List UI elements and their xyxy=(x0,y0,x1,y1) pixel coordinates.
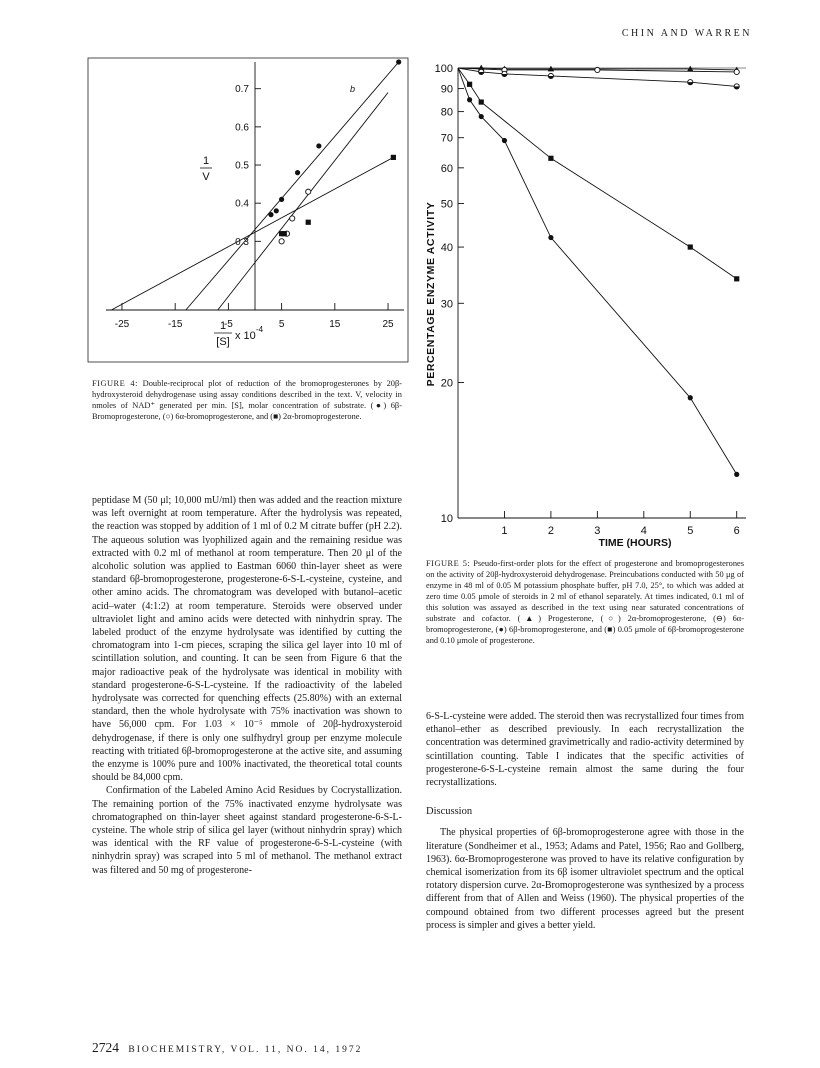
figure-4-series-line xyxy=(111,157,393,310)
figure-4-y-tick-label: 0.5 xyxy=(235,160,249,172)
figure-5-point-filled-square xyxy=(479,99,484,104)
section-heading-discussion: Discussion xyxy=(426,806,473,818)
journal-citation: BIOCHEMISTRY, VOL. 11, NO. 14, 1972 xyxy=(128,1045,363,1055)
figure-5-y-tick-label: 50 xyxy=(440,198,453,211)
figure-5-point-half-circle xyxy=(502,71,507,76)
figure-5-y-tick-label: 70 xyxy=(440,132,453,145)
figure-5-x-tick-label: 2 xyxy=(547,525,554,537)
figure-4-y-tick-label: 0.6 xyxy=(235,122,249,134)
figure-4-point-filled-circle xyxy=(316,143,321,148)
figure-5-point-open-circle xyxy=(595,67,600,72)
figure-5-x-tick-label: 6 xyxy=(733,525,740,537)
figure-4-x-tick-label: 15 xyxy=(329,319,341,330)
figure-5-xlabel: TIME (HOURS) xyxy=(598,537,672,549)
figure-4-xlabel-scale: x 10 xyxy=(235,330,256,342)
figure-5-point-filled-circle xyxy=(688,395,693,400)
figure-5-y-tick-label: 20 xyxy=(440,377,453,390)
figure-5-x-tick-label: 3 xyxy=(594,525,601,537)
figure-5-series-line xyxy=(458,68,737,279)
figure-5-y-tick-label: 10 xyxy=(440,513,453,525)
right-column-text xyxy=(426,710,744,932)
figure-4-line-label: b xyxy=(350,84,356,94)
figure-4-x-tick-label: -15 xyxy=(167,319,183,330)
figure-4-xlabel-numerator: 1 xyxy=(219,320,227,332)
figure-4-caption xyxy=(92,378,402,422)
figure-4-caption-text: Double-reciprocal plot of reduction of the bromoprogesterones by 20β-hydroxysteroid dehydrogenase using assay conditions described in the text. V, velocity in nmoles of NAD⁺ generated per min. [S], molar concentration of substrate. (●) 6β-Bromoprogesterone, (○) 6α-bromoprogesterone, and (■) 2α-bromoprogesterone. xyxy=(92,379,403,421)
figure-4-caption-label: FIGURE 4: xyxy=(92,379,138,388)
figure-5-x-tick-label: 5 xyxy=(687,525,694,537)
figure-5-y-tick-label: 80 xyxy=(440,106,453,119)
figure-4-ylabel-numerator: 1 xyxy=(202,155,210,167)
figure-4-chart xyxy=(86,52,416,372)
figure-4-frame xyxy=(88,58,408,362)
figure-5-point-half-circle xyxy=(548,73,553,78)
figure-4-y-tick-label: 0.3 xyxy=(235,236,249,248)
figure-5-point-filled-square xyxy=(548,156,553,161)
figure-4-x-tick-label: 25 xyxy=(382,319,394,330)
paragraph-discussion: The physical properties of 6β-bromoprogesterone agree with those in the literature (Sondheimer et al., 1953; Adams and Patel, 1956; Rao and Gollberg, 1963). 6α-Bromoprogesterone was proved to have its relative configuration by chemical isomerization from its 6β isomer ultraviolet spectrum and the optical rotatory dispersion curve. 2α-Bromoprogesterone was synthesized by a process different from that of Allen and Weiss (1960). The physical properties of the compound obtained from two different processes agreed but the present process is simpler and gives a better yield. xyxy=(426,827,744,931)
figure-4-point-filled-square xyxy=(306,220,311,225)
figure-4-y-tick-label: 0.7 xyxy=(235,84,249,96)
running-head: CHIN AND WARREN xyxy=(621,28,752,39)
figure-5-point-half-circle xyxy=(734,84,739,89)
paragraph-recrystallization: 6-S-L-cysteine were added. The steroid then was recrystallized four times from ethanol–ether as described previously. In each recrystallization the concentration was determined gravimetrically and radio-activity determined by scintillation counting. Table I indicates that the specific activities of progesterone-6-S-L-cysteine remain almost the same during the four recrystallizations. xyxy=(426,711,744,789)
figure-5-y-tick-label: 30 xyxy=(440,298,453,311)
figure-5-point-filled-circle xyxy=(502,138,507,143)
figure-4-point-filled-circle xyxy=(279,197,284,202)
figure-5-point-half-circle xyxy=(479,69,484,74)
figure-4-point-filled-circle xyxy=(295,170,300,175)
figure-5-point-filled-square xyxy=(688,244,693,249)
figure-5-y-tick-label: 90 xyxy=(440,83,453,96)
figure-4-x-tick-label: 5 xyxy=(278,319,285,330)
figure-4-y-tick-label: 0.4 xyxy=(235,198,249,210)
figure-4-x-tick-label: -5 xyxy=(223,319,233,330)
figure-5-chart xyxy=(422,52,762,554)
figure-5-point-filled-triangle xyxy=(548,66,554,72)
figure-4-ylabel-denominator: V xyxy=(202,171,210,183)
figure-5-point-filled-circle xyxy=(479,114,484,119)
figure-4-xlabel-exponent: -4 xyxy=(256,325,264,334)
figure-4-point-open-circle xyxy=(279,239,284,244)
figure-4-point-open-circle xyxy=(290,216,295,221)
figure-4-point-open-circle xyxy=(306,189,311,194)
figure-4-xlabel-denominator: [S] xyxy=(216,336,230,348)
figure-5-y-tick-label: 100 xyxy=(434,63,453,75)
figure-5-point-filled-circle xyxy=(734,472,739,477)
page-number: 2724 xyxy=(92,1040,119,1055)
page-footer xyxy=(92,1040,362,1056)
figure-5-ylabel: PERCENTAGE ENZYME ACTIVITY xyxy=(425,201,437,387)
figure-4-point-filled-square xyxy=(282,231,287,236)
paragraph-cocrystallization: Confirmation of the Labeled Amino Acid Residues by Cocrystallization. The remaining portion of the 75% inactivated enzyme hydrolysate was chromatographed on thin-layer sheet against standard progesterone-6-S-L-cysteine. The whole strip of silica gel layer (without ninhydrin spray) which was identical with the RF value of progesterone-6-S-L-cysteine (with ninhydrin spray) was scraped into 5 ml of methanol. The methanol extract was filtered and 50 mg of progesterone- xyxy=(92,785,402,876)
left-column-text xyxy=(92,494,402,877)
figure-5-caption-label: FIGURE 5: xyxy=(426,559,471,568)
figure-4-point-filled-circle xyxy=(396,59,401,64)
figure-5-caption xyxy=(426,558,744,646)
figure-5-x-tick-label: 4 xyxy=(640,525,647,537)
figure-5-point-filled-triangle xyxy=(687,66,693,72)
figure-5-x-tick-label: 1 xyxy=(501,525,508,537)
figure-5-point-half-circle xyxy=(688,80,693,85)
figure-5-series-line xyxy=(458,68,737,474)
figure-4-x-tick-label: -25 xyxy=(114,319,130,330)
figure-5-point-filled-circle xyxy=(548,235,553,240)
figure-5-point-filled-square xyxy=(734,276,739,281)
figure-5-point-filled-circle xyxy=(467,97,472,102)
figure-4-point-filled-square xyxy=(391,155,396,160)
figure-4-point-filled-circle xyxy=(268,212,273,217)
paragraph-hydrolysis: peptidase M (50 μl; 10,000 mU/ml) then was added and the reaction mixture was left overnight at room temperature. After the hydrolysis was repeated, the reaction was stopped by addition of 1 ml of 0.2 M citrate buffer (pH 2.2). The aqueous solution was lyophilized again and the remaining residue was extracted with 0.2 ml of methanol at room temperature. Then 20 μl of the alcoholic solution was applied to Eastman 6060 thin-layer sheet as were standard 6β-bromoprogesterone, progesterone-6-S-L-cysteine, cysteine, and other amino acids. The chromatogram was developed with butanol–acetic acid–water (4:1:2) at room temperature. Steroids were observed under ultraviolet light and amino acids were detected with ninhydrin spray. The labeled product of the enzyme hydrolysate was identified by cutting the chromatogram into 1-cm pieces, scraping the silica gel layer into 10 ml of scintillation solution, and counting. It can be seen from Figure 6 that the major radioactive peak of the hydrolysate was identical in mobility with standard progesterone-6-S-L-cysteine. If the radioactivity of the labeled hydrolysate was corrected for quenching effects (25.80%) with an external standard, then the whole hydrolysate with 75% inactivation was shown to have 56,000 cpm. For 1.03 × 10⁻⁵ mmole of 20β-hydroxysteroid dehydrogenase, if there is only one sulfhydryl group per enzyme molecule reacting with tritiated 6β-bromoprogesterone at the active site, and assuming the enzyme is 100% pure and 100% inactivated, the theoretical total counts should be 84,000 cpm. xyxy=(92,495,402,784)
figure-5-y-tick-label: 60 xyxy=(440,162,453,175)
figure-4-point-filled-circle xyxy=(274,208,279,213)
figure-5-y-tick-label: 40 xyxy=(440,242,453,255)
figure-5-point-open-circle xyxy=(734,69,739,74)
figure-5-caption-text: Pseudo-first-order plots for the effect of progesterone and bromoprogesterones on the activity of 20β-hydroxysteroid dehydrogenase. Preincubations conducted with 50 μg of enzyme in 48 ml of 0.05 M potassium phosphate buffer, pH 7.0, 25°, to which was added at zero time 0.05 μmole of steroids in 2 ml of ethanol separately. At times indicated, 0.1 ml of this solution was assayed as described in the text using near saturated concentrations of substrate and cofactor. (▲) Progesterone, (○) 2α-bromoprogesterone, (⊖) 6α-bromoprogesterone, (●) 6β-bromoprogesterone, and (■) 0.05 μmole of 6β-bromoprogesterone and 0.10 μmole of progesterone. xyxy=(426,559,745,645)
figure-4-series-line xyxy=(186,62,399,310)
figure-5-point-filled-square xyxy=(467,82,472,87)
